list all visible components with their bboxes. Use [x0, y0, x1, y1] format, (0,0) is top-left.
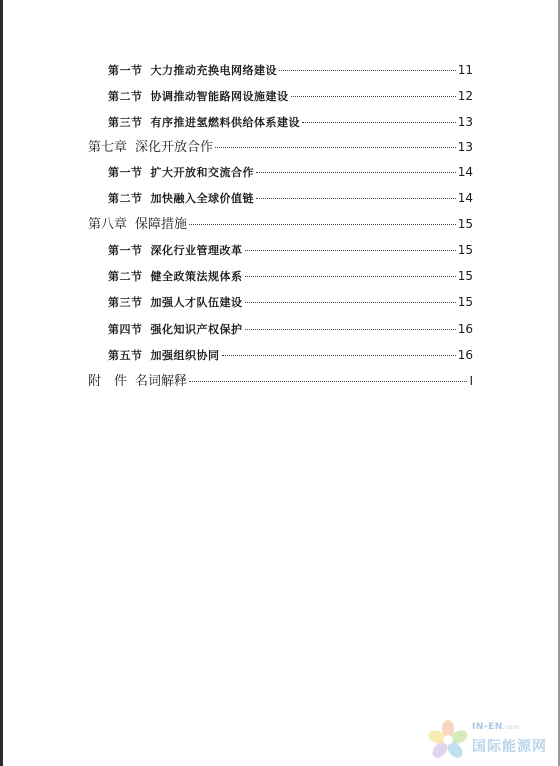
dot-leader — [189, 223, 456, 225]
toc-entry-page: 15 — [457, 295, 473, 309]
toc-chapter-entry[interactable] — [88, 137, 473, 157]
watermark-dotcom: .com — [502, 724, 520, 731]
toc-entry-page: 14 — [457, 165, 473, 179]
toc-chapter-entry[interactable] — [88, 214, 473, 234]
toc-entry-number: 第一节 — [108, 166, 143, 179]
toc-entry-page: 15 — [457, 217, 473, 231]
toc-entry-page: 16 — [457, 322, 473, 336]
toc-entry[interactable] — [108, 60, 473, 80]
toc-entry[interactable] — [108, 162, 473, 182]
dot-leader — [302, 121, 456, 123]
toc-entry-title: 大力推动充换电网络建设 — [150, 64, 277, 77]
dot-leader — [215, 146, 456, 148]
dot-leader — [256, 197, 456, 199]
toc-entry-title: 加强组织协同 — [150, 349, 220, 362]
toc-entry-title: 名词解释 — [135, 374, 188, 389]
toc-entry-number: 第一节 — [108, 244, 143, 257]
dot-leader — [222, 354, 456, 356]
toc-entry[interactable] — [108, 292, 473, 312]
toc-entry-title: 深化开放合作 — [135, 140, 214, 155]
watermark-en: IN-EN — [472, 722, 503, 732]
dot-leader — [279, 69, 456, 71]
watermark-cn-text: 国际能源网 — [472, 739, 547, 755]
toc-entry-number: 第三节 — [108, 296, 143, 309]
dot-leader — [291, 95, 456, 97]
toc-entry-page: 16 — [457, 348, 473, 362]
toc-entry-number: 第八章 — [88, 217, 128, 232]
dot-leader — [245, 301, 456, 303]
watermark-en-text — [472, 722, 520, 732]
toc-entry-number: 第七章 — [88, 140, 128, 155]
dot-leader — [256, 171, 456, 173]
toc-entry-number: 第四节 — [108, 323, 143, 336]
toc-entry-page: I — [469, 374, 473, 388]
toc-entry[interactable] — [108, 112, 473, 132]
toc-entry-page: 13 — [457, 115, 473, 129]
toc-entry-title: 协调推动智能路网设施建设 — [150, 90, 289, 103]
toc-appendix-entry[interactable] — [88, 371, 473, 391]
toc-entry-title: 加强人才队伍建设 — [150, 296, 243, 309]
toc-entry-number: 第二节 — [108, 270, 143, 283]
flower-logo-icon — [426, 718, 470, 762]
scan-edge-left — [0, 0, 3, 766]
toc-entry-number: 附 件 — [88, 374, 128, 389]
toc-entry-page: 13 — [457, 140, 473, 154]
toc-entry-number: 第五节 — [108, 349, 143, 362]
dot-leader — [189, 380, 467, 382]
toc-entry-number: 第二节 — [108, 90, 143, 103]
toc-entry[interactable] — [108, 188, 473, 208]
toc-entry[interactable] — [108, 319, 473, 339]
toc-entry-page: 15 — [457, 243, 473, 257]
dot-leader — [245, 249, 456, 251]
toc-entry-title: 加快融入全球价值链 — [150, 192, 254, 205]
dot-leader — [245, 275, 456, 277]
toc-entry-page: 11 — [457, 63, 473, 77]
toc-entry[interactable] — [108, 240, 473, 260]
toc-entry-title: 扩大开放和交流合作 — [150, 166, 254, 179]
toc-entry-title: 深化行业管理改革 — [150, 244, 243, 257]
toc-entry-page: 12 — [457, 89, 473, 103]
toc-entry-number: 第一节 — [108, 64, 143, 77]
toc-entry[interactable] — [108, 86, 473, 106]
toc-entry-title: 健全政策法规体系 — [150, 270, 243, 283]
toc-entry-title: 保障措施 — [135, 217, 188, 232]
toc-entry-page: 15 — [457, 269, 473, 283]
site-watermark — [426, 716, 556, 762]
toc-entry-page: 14 — [457, 191, 473, 205]
toc-entry-title: 有序推进氢燃料供给体系建设 — [150, 116, 300, 129]
dot-leader — [245, 328, 456, 330]
toc-entry-title: 强化知识产权保护 — [150, 323, 243, 336]
toc-entry[interactable] — [108, 345, 473, 365]
toc-entry[interactable] — [108, 266, 473, 286]
toc-entry-number: 第二节 — [108, 192, 143, 205]
toc-entry-number: 第三节 — [108, 116, 143, 129]
